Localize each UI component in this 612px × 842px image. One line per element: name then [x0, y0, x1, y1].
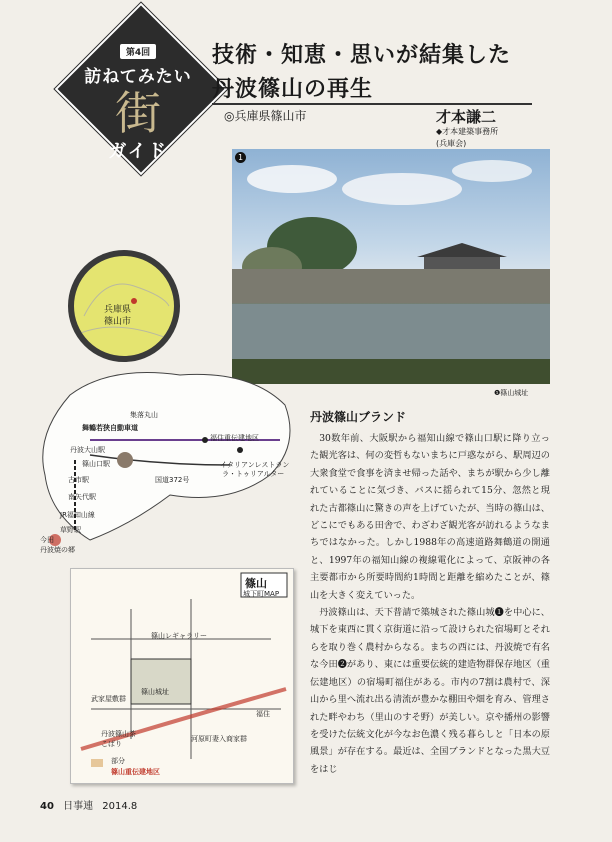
map-label-jr-line: JR福知山線: [60, 511, 95, 519]
map-label-minami-yashiro: 南矢代駅: [68, 493, 96, 501]
issue-date: 2014.8: [102, 801, 138, 812]
photo-caption: ❶篠山城址: [494, 389, 529, 397]
title-divider: [212, 103, 532, 105]
article-paragraph-2: 丹波篠山は、天下普請で築城された篠山城❶を中心に、城下を東西に貫く京街道に沿って設けられた宿場町とそれらを取り巻く農村からなる。まちの西には、丹波焼で有名な今田❷があり、東には重要伝統的建造物群保存地区（重伝建地区）の宿場町福住がある。市内の7割は農村で、深山から里へ流れ出る清流が豊かな棚田や畑を育み、管理された畔やわち（里山のすそ野）が美しい。京や播州の影響を受けた伝統文化が今なお色濃く残る暮らしと「日本の原風景」が存在する。最近は、全国ブランドとなった黒大豆をはじ: [310, 607, 550, 775]
author-name: 才本謙二: [436, 108, 497, 126]
map-label-restaurant-name: ラ・トゥリアルター: [222, 470, 285, 478]
map-label-shuraku-maruyama: 集落丸山: [130, 411, 158, 419]
map-label-tamba-oyama: 丹波大山駅: [70, 446, 105, 454]
article-location: ◎兵庫県篠山市: [224, 109, 307, 123]
inset-map-subtitle: 城下町MAP: [243, 590, 280, 598]
map-label-fukusumi: 福住重伝建地区: [210, 434, 259, 442]
page-number: 40: [40, 801, 54, 812]
inset-label-gallery: 篠山レギャラリー: [151, 632, 207, 640]
affiliation-line2: (兵庫会): [436, 139, 467, 148]
map-label-konda: 今田: [40, 536, 54, 544]
series-header: [58, 40, 218, 163]
issue-badge: 第4回: [120, 44, 156, 59]
map-label-kusano: 草野駅: [60, 526, 81, 534]
inset-legend: 篠山重伝建地区: [111, 768, 160, 776]
section-heading: 丹波篠山ブランド: [310, 410, 407, 424]
map-label-restaurant: イタリアンレストラン: [220, 461, 290, 469]
map-label-furuichi: 古市駅: [68, 476, 89, 484]
map-label-route372: 国道372号: [155, 476, 190, 484]
photo-number-marker: 1: [235, 152, 246, 163]
circle-label-line1: 兵庫県: [104, 305, 132, 315]
inset-town-map: [70, 568, 294, 784]
castle-photo: [232, 149, 550, 384]
inset-label-fukusumi: 福住: [256, 710, 270, 718]
inset-label-tea: 丹波篠山茶: [101, 730, 136, 738]
article-paragraph-1: 30数年前、大阪駅から福知山線で篠山口駅に降り立った観光客は、何の変哲もないまちに戸惑ながら、駅周辺の大衆食堂で食事を済ませ帰った話や、まちが駅から少し離れていることに気づき、バスに揺られて15分、忽然と現れた古都篠山に驚きの声を上げていたが、当時の篠山は、どこにでもある田舎で、わざわざ観光客が訪れるようなまちではなかった。しかし1988年の高速道路舞鶴道の開通と、1997年の福知山線の複線電化によって、京阪神の各主要都市から所要時間約1時間と距離を縮めたことが、篠山を大きく変えていった。: [310, 433, 550, 601]
inset-label-bubun: 部分: [111, 757, 125, 765]
inset-label-kawaramachi: 河原町妻入商家群: [191, 735, 247, 743]
series-title: 訪ねてみたい: [84, 67, 192, 87]
circle-map-label: [104, 304, 131, 328]
location-marker-icon: [131, 298, 137, 304]
inset-label-castle: 篠山城址: [141, 688, 169, 696]
article-title-line2: 丹波篠山の再生: [212, 76, 374, 102]
article-title-line1: 技術・知恵・思いが結集した: [212, 42, 512, 68]
inset-label-samurai: 武家屋敷群: [91, 695, 126, 703]
map-label-expressway: 舞鶴若狭自動車道: [82, 424, 138, 432]
page-footer: [40, 797, 137, 812]
author-affiliation: [436, 126, 498, 150]
magazine-name: 日事連: [63, 801, 94, 812]
circle-label-line2: 篠山市: [104, 317, 132, 327]
article-body: [310, 430, 550, 778]
inset-map-title: 篠山: [245, 577, 267, 590]
map-label-sasayamaguchi: 篠山口駅: [82, 460, 110, 468]
inset-label-kobari: こばり: [101, 740, 122, 748]
series-guide: ガイド: [108, 141, 168, 162]
affiliation-line1: ◆才本建築事務所: [436, 127, 499, 136]
series-kanji: 街: [115, 86, 161, 140]
route-map: [30, 355, 305, 565]
map-label-tambayaki: 丹波焼の郷: [40, 546, 75, 554]
